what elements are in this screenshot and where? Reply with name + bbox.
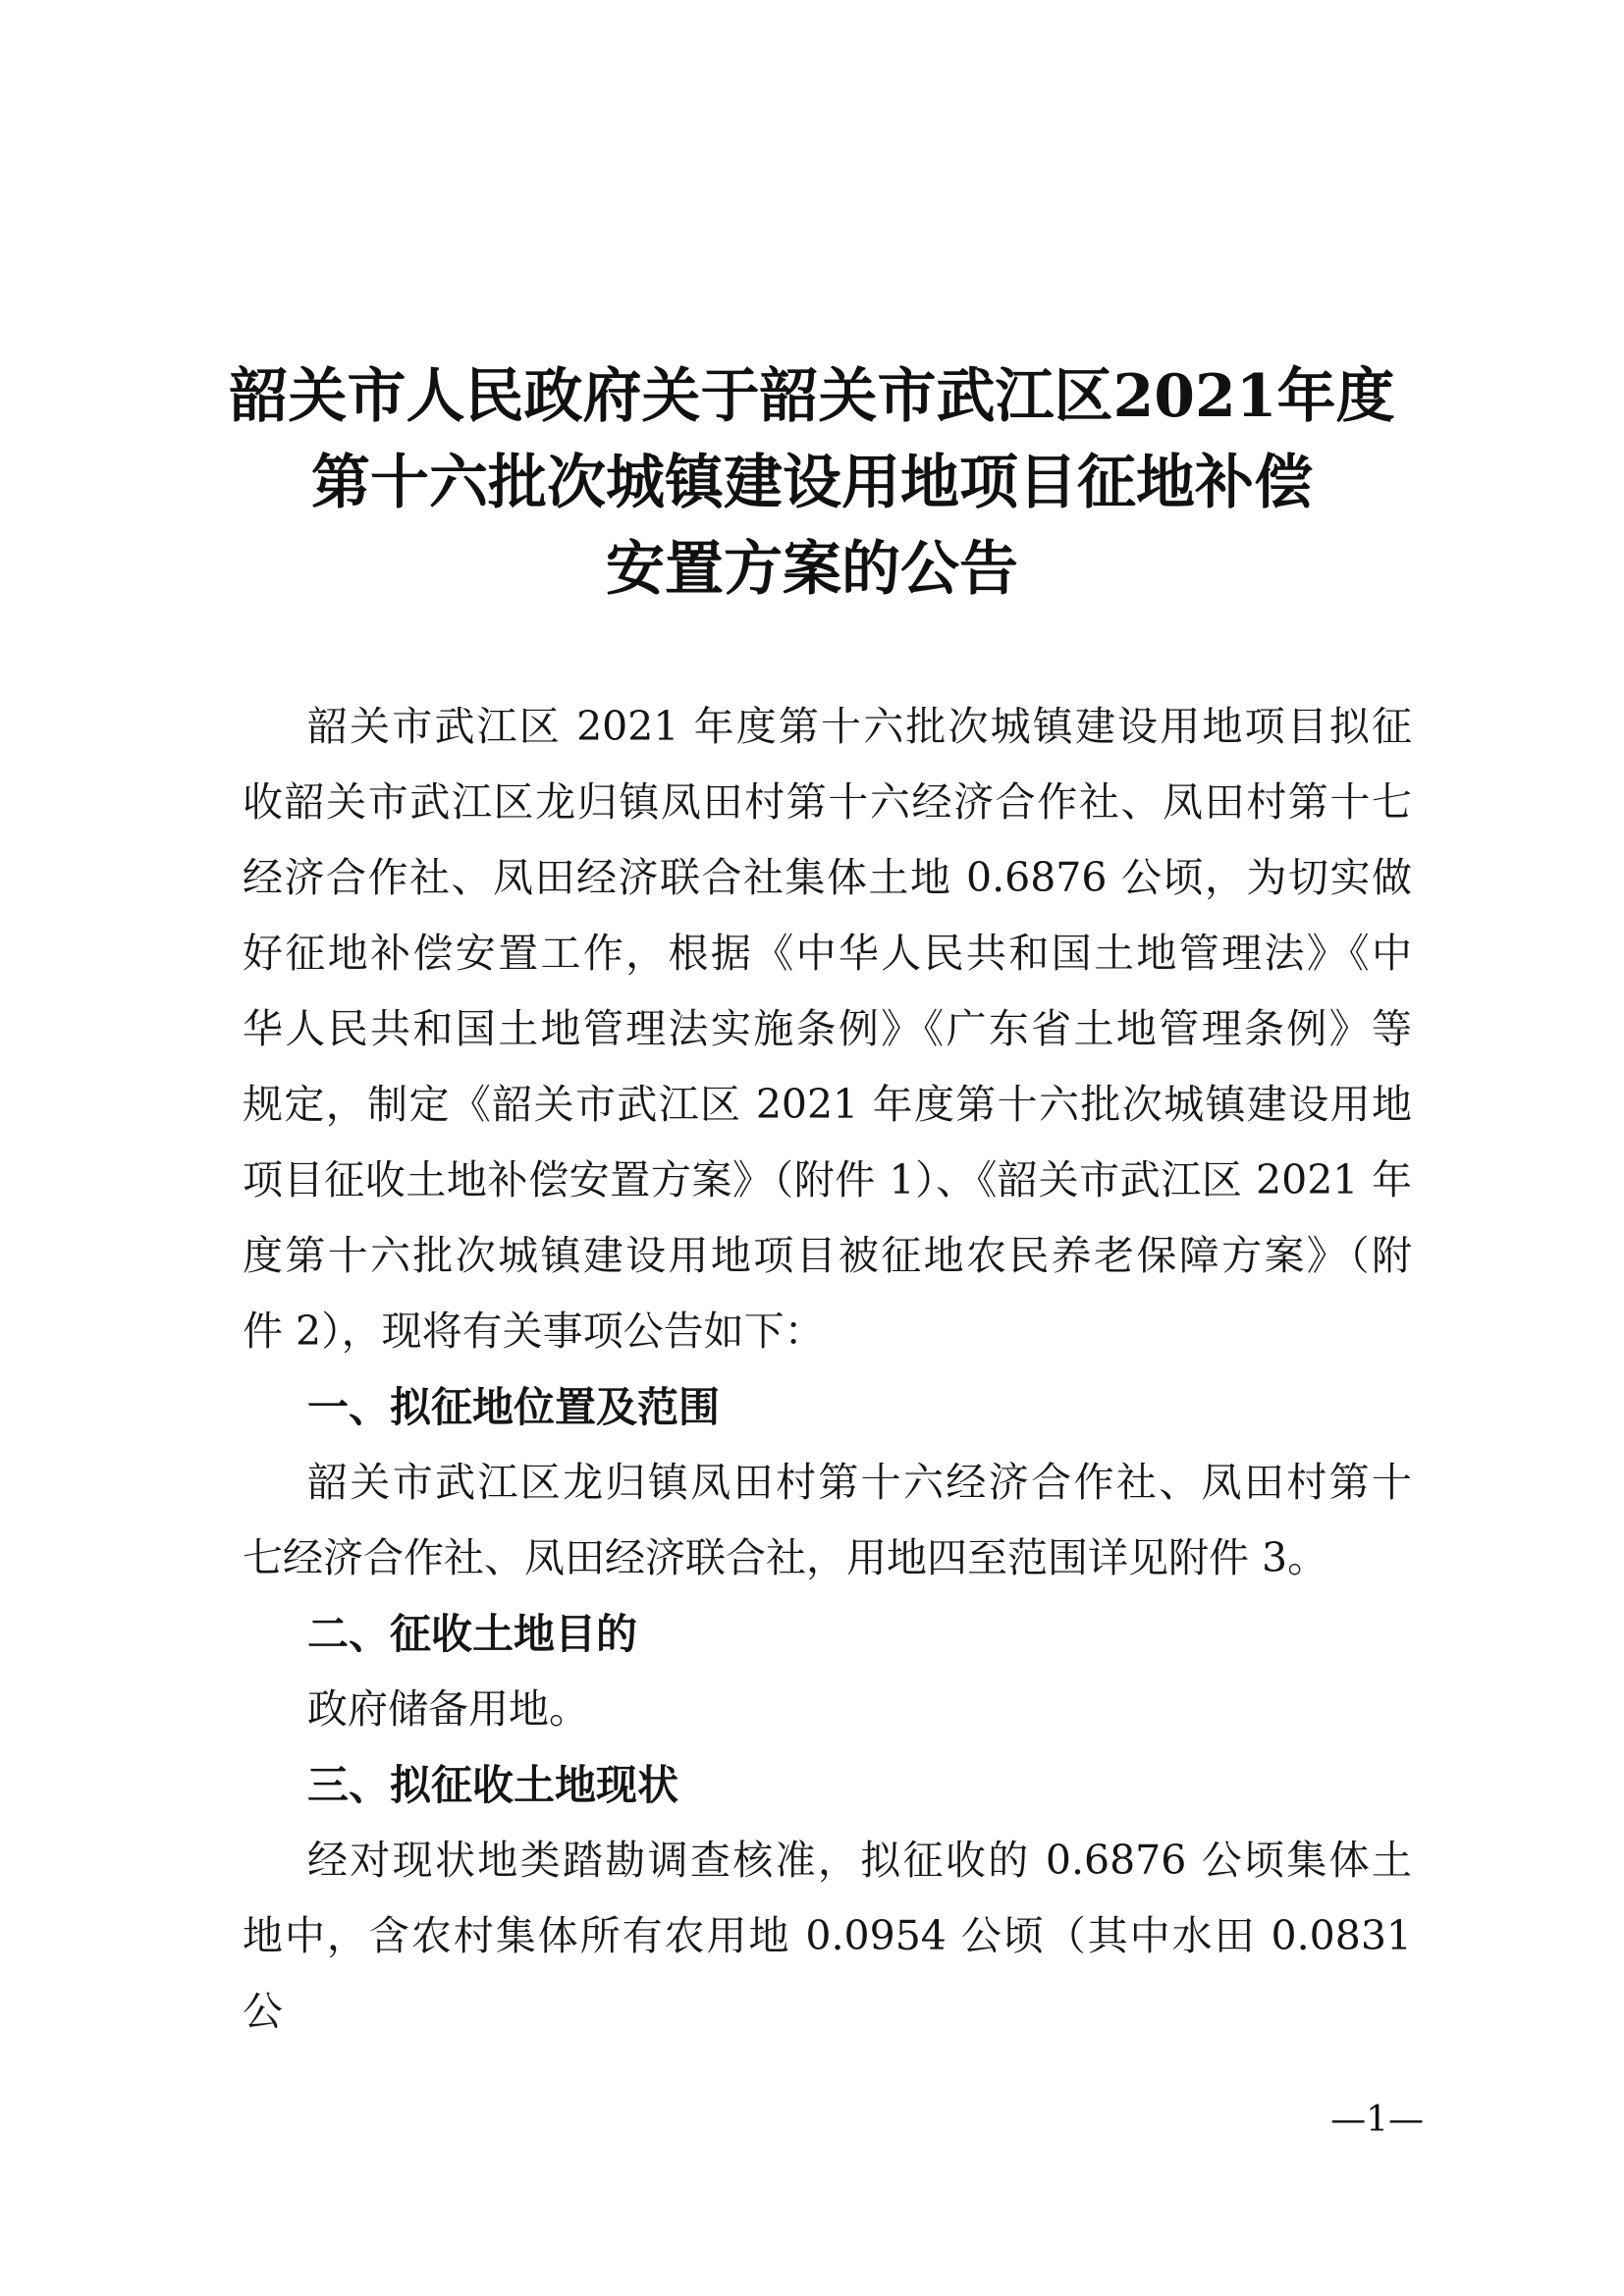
- title-line-2: 第十六批次城镇建设用地项目征地补偿: [311, 449, 1313, 517]
- document-title: [226, 353, 1398, 613]
- intro-line-9: 件 2），现将有关事项公告如下：: [243, 1308, 825, 1355]
- section-1-line-1: 韶关市武江区龙归镇凤田村第十六经济合作社、凤田村第十: [307, 1459, 1412, 1506]
- section-2-heading: 二、征收土地目的: [307, 1610, 638, 1658]
- intro-line-1: 韶关市武江区 2021 年度第十六批次城镇建设用地项目拟征: [307, 703, 1412, 750]
- section-3-line-2: 地中，含农村集体所有农用地 0.0954 公顷（其中水田 0.0831 公: [243, 1912, 1412, 2035]
- title-line-3: 安置方案的公告: [606, 535, 1018, 604]
- section-3-line-1: 经对现状地类踏勘调查核准，拟征收的 0.6876 公顷集体土: [307, 1837, 1412, 1884]
- section-2-line-1: 政府储备用地。: [307, 1685, 589, 1733]
- intro-line-7: 项目征收土地补偿安置方案》（附件 1）、《韶关市武江区 2021 年: [243, 1156, 1412, 1203]
- intro-line-2: 收韶关市武江区龙归镇凤田村第十六经济合作社、凤田村第十七: [243, 778, 1412, 826]
- section-3-heading: 三、拟征收土地现状: [307, 1761, 679, 1809]
- section-1-line-2: 七经济合作社、凤田经济联合社，用地四至范围详见附件 3。: [243, 1534, 1328, 1581]
- intro-line-8: 度第十六批次城镇建设用地项目被征地农民养老保障方案》（附: [243, 1232, 1412, 1279]
- intro-line-5: 华人民共和国土地管理法实施条例》《广东省土地管理条例》等: [243, 1005, 1412, 1052]
- document-body: [243, 689, 1412, 2035]
- section-1-heading: 一、拟征地位置及范围: [307, 1383, 721, 1431]
- page-number: —1—: [1330, 2100, 1424, 2140]
- intro-line-3: 经济合作社、凤田经济联合社集体土地 0.6876 公顷，为切实做: [243, 854, 1412, 901]
- intro-line-6: 规定，制定《韶关市武江区 2021 年度第十六批次城镇建设用地: [243, 1081, 1412, 1128]
- title-line-1: 韶关市人民政府关于韶关市武江区2021年度: [229, 362, 1395, 431]
- intro-line-4: 好征地补偿安置工作，根据《中华人民共和国土地管理法》《中: [243, 930, 1412, 977]
